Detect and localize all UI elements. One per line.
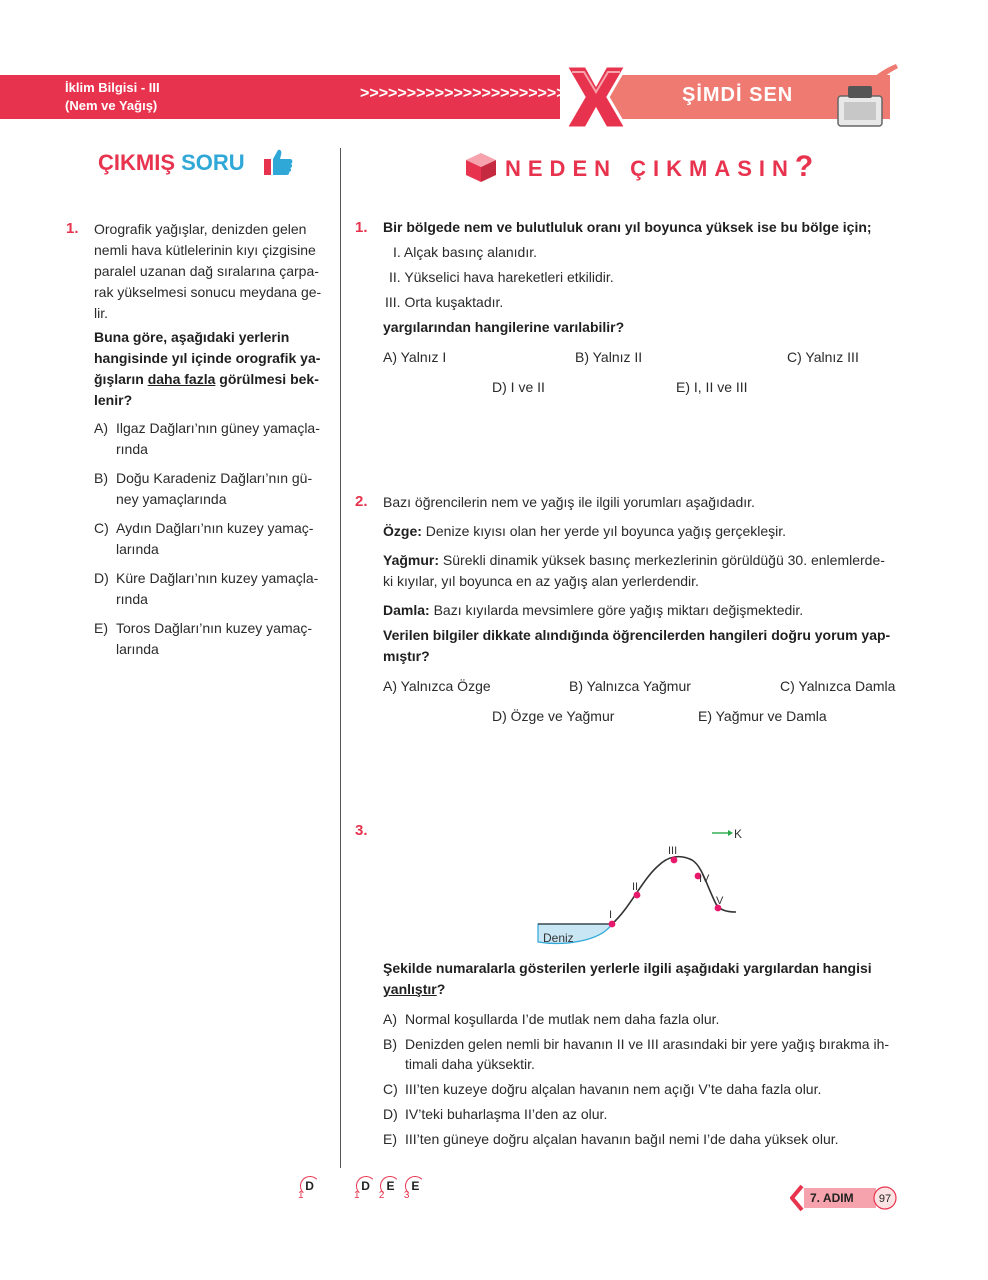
- label-v: V: [716, 895, 724, 907]
- option-key: C): [383, 1081, 398, 1097]
- right-q2-yagmur: [383, 550, 885, 592]
- option-key: A): [383, 1011, 397, 1027]
- left-q1-line: lir.: [94, 305, 108, 321]
- option-text: Denizden gelen nemli bir havanın II ve III arasındaki bir yere yağış bırakma ih-: [405, 1036, 890, 1052]
- left-q1-option-c[interactable]: [94, 518, 314, 557]
- right-q1-option-e[interactable]: E) I, II ve III: [676, 379, 748, 395]
- option-text: Aydın Dağları’nın kuzey yamaç-: [116, 520, 314, 536]
- right-q1-option-a[interactable]: A) Yalnız I: [383, 349, 447, 365]
- ask-line: Şekilde numaralarla gösterilen yerlerle ilgili aşağıdaki yargılardan hangisi: [383, 960, 872, 976]
- left-q1-line: Orografik yağışlar, denizden gelen: [94, 221, 307, 237]
- left-q1-option-e[interactable]: [94, 618, 313, 657]
- right-q3-option-b[interactable]: [383, 1034, 890, 1072]
- cikmis-soru-heading: [98, 150, 245, 176]
- option-text: III’ten kuzeye doğru alçalan havanın nem açığı V’te daha fazla olur.: [405, 1081, 822, 1097]
- inkpot-quill-icon: [826, 62, 900, 132]
- right-q2-ozge: [383, 521, 786, 542]
- roman-numeral: III.: [385, 294, 401, 310]
- box-icon: [462, 150, 500, 184]
- north-label: K: [734, 827, 743, 841]
- bold-fragment: görülmesi bek-: [215, 371, 319, 387]
- topic-line-1: İklim Bilgisi - III: [65, 80, 160, 95]
- option-text: larında: [116, 541, 159, 557]
- left-q1-line: paralel uzanan dağ sıralarına çarpa-: [94, 263, 319, 279]
- bold-fragment: ğışların: [94, 371, 148, 387]
- right-q3-option-d[interactable]: [383, 1104, 608, 1124]
- right-q3-option-c[interactable]: [383, 1079, 822, 1099]
- option-text: rında: [116, 441, 148, 457]
- right-q1-option-b[interactable]: B) Yalnız II: [575, 349, 643, 365]
- section-title: ŞİMDİ SEN: [682, 84, 794, 106]
- right-q1-item-1: [393, 242, 537, 263]
- step-label: 7. ADIM: [810, 1191, 854, 1205]
- option-key: E): [383, 1131, 397, 1147]
- right-q3-number: 3.: [355, 822, 368, 839]
- option-text: IV’teki buharlaşma II’den az olur.: [405, 1106, 608, 1122]
- option-key: D): [383, 1106, 398, 1122]
- answer-number: 1: [354, 1190, 360, 1201]
- right-q2-number: 2.: [355, 493, 368, 510]
- option-text: III’ten güneye doğru alçalan havanın bağıl nemi I’de daha yüksek olur.: [405, 1131, 839, 1147]
- point-i: [609, 921, 616, 928]
- student-comment: Denize kıyısı olan her yerde yıl boyunca yağış gerçekleşir.: [421, 523, 787, 539]
- student-comment: ki kıyılar, yıl boyunca en az yağış alan yerlerdendir.: [383, 573, 699, 589]
- left-q1-bold-line: lenir?: [94, 392, 133, 408]
- ask-line: Verilen bilgiler dikkate alındığında öğrencilerden hangileri doğru yorum yap-: [383, 627, 891, 643]
- student-comment: Bazı kıyılarda mevsimlere göre yağış miktarı değişmektedir.: [429, 602, 804, 618]
- topic-title: [65, 79, 160, 115]
- column-divider: [340, 148, 341, 1168]
- answer-letter: E: [380, 1176, 400, 1196]
- answer-letter: D: [300, 1176, 320, 1196]
- underlined-fragment: daha fazla: [147, 371, 216, 387]
- option-text: Normal koşullarda I’de mutlak nem daha fazla olur.: [405, 1011, 720, 1027]
- option-text: Küre Dağları’nın kuzey yamaçla-: [116, 570, 319, 586]
- right-q2-option-e[interactable]: E) Yağmur ve Damla: [698, 708, 827, 724]
- student-name: Yağmur:: [383, 552, 440, 568]
- label-i: I: [609, 909, 613, 921]
- neden-cikmasin-text: NEDEN ÇIKMASIN: [505, 156, 795, 181]
- left-q1-question: [94, 327, 326, 411]
- right-answer-key: [354, 1176, 425, 1201]
- right-q2-damla: [383, 600, 803, 621]
- option-key: C): [94, 520, 109, 536]
- roman-numeral: II.: [389, 269, 401, 285]
- left-q1-option-a[interactable]: [94, 418, 320, 457]
- right-q1-ask: yargılarından hangilerine varılabilir?: [383, 319, 625, 335]
- north-arrow-icon: [728, 830, 733, 836]
- option-key: D): [94, 570, 109, 586]
- right-q2-option-a[interactable]: A) Yalnızca Özge: [383, 678, 491, 694]
- right-q2-option-d[interactable]: D) Özge ve Yağmur: [492, 708, 615, 724]
- step-badge: [790, 1184, 900, 1212]
- student-name: Damla:: [383, 602, 430, 618]
- item-text: Orta kuşaktadır.: [404, 294, 504, 310]
- right-q1-option-d[interactable]: D) I ve II: [492, 379, 545, 395]
- option-text: ney yamaçlarında: [116, 491, 227, 507]
- left-q1-bold-line: Buna göre, aşağıdaki yerlerin: [94, 329, 290, 345]
- ask-line: [383, 979, 872, 1000]
- underlined-fragment: yanlıştır: [383, 981, 437, 997]
- thumbs-up-icon: [262, 147, 294, 177]
- item-text: Alçak basınç alanıdır.: [403, 244, 537, 260]
- ask-fragment: ?: [436, 981, 446, 997]
- cikmis-word: ÇIKMIŞ: [98, 150, 175, 175]
- label-iv: IV: [699, 873, 710, 885]
- right-q1-stem: Bir bölgede nem ve bulutluluk oranı yıl boyunca yüksek ise bu bölge için;: [383, 219, 872, 235]
- left-q1-stem: [94, 219, 326, 324]
- option-text: larında: [116, 641, 159, 657]
- question-mark: ?: [794, 150, 814, 183]
- label-ii: II: [632, 881, 639, 893]
- topic-line-2: (Nem ve Yağış): [65, 98, 158, 113]
- option-text: Doğu Karadeniz Dağları’nın gü-: [116, 470, 313, 486]
- right-q1-option-c[interactable]: C) Yalnız III: [787, 349, 859, 365]
- answer-letter: D: [356, 1176, 376, 1196]
- left-q1-line: rak yükselmesi sonucu meydana ge-: [94, 284, 322, 300]
- student-comment: Sürekli dinamik yüksek basınç merkezlerinin görüldüğü 30. enlemlerde-: [439, 552, 885, 568]
- student-name: Özge:: [383, 523, 422, 539]
- roman-numeral: I.: [393, 244, 401, 260]
- right-q2-intro: Bazı öğrencilerin nem ve yağış ile ilgili yorumları aşağıdadır.: [383, 494, 755, 510]
- left-q1-option-b[interactable]: [94, 468, 313, 507]
- right-q3-option-e[interactable]: [383, 1129, 839, 1149]
- right-q3-option-a[interactable]: [383, 1009, 720, 1029]
- answer-number: 2: [378, 1190, 385, 1201]
- mountain-profile: [612, 857, 736, 924]
- header-x-icon: [560, 62, 632, 132]
- left-q1-option-d[interactable]: [94, 568, 319, 607]
- ask-line: mıştır?: [383, 648, 430, 664]
- mountain-figure: [530, 820, 750, 955]
- right-q1-number: 1.: [355, 219, 368, 236]
- option-text: Toros Dağları’nın kuzey yamaç-: [116, 620, 313, 636]
- left-answer-key: [298, 1176, 320, 1201]
- neden-cikmasin-heading: [505, 150, 813, 184]
- option-key: B): [383, 1036, 397, 1052]
- left-q1-bold-line: [94, 369, 326, 390]
- step-chevron-icon: [792, 1186, 802, 1210]
- left-q1-bold-line: hangisinde yıl içinde orografik ya-: [94, 350, 321, 366]
- answer-number: 1: [298, 1190, 304, 1201]
- option-text: Ilgaz Dağları’nın güney yamaçla-: [116, 420, 320, 436]
- page-number: 97: [878, 1193, 892, 1205]
- point-iii: [671, 857, 678, 864]
- right-q2-option-b[interactable]: B) Yalnızca Yağmur: [569, 678, 691, 694]
- option-key: E): [94, 620, 108, 636]
- left-q1-number: 1.: [66, 220, 79, 237]
- label-iii: III: [668, 845, 678, 857]
- right-q3-ask: [383, 958, 872, 1000]
- soru-word: SORU: [181, 150, 245, 175]
- right-q1-item-3: [385, 292, 503, 313]
- sea-label: Deniz: [543, 931, 574, 945]
- answer-letter: E: [405, 1176, 425, 1196]
- answer-number: 3: [403, 1190, 410, 1201]
- right-q2-ask: [383, 625, 890, 667]
- item-text: Yükselici hava hareketleri etkilidir.: [404, 269, 614, 285]
- right-q2-option-c[interactable]: C) Yalnızca Damla: [780, 678, 896, 694]
- option-text: timali daha yüksektir.: [405, 1056, 535, 1072]
- option-key: B): [94, 470, 108, 486]
- right-q1-item-2: [389, 267, 614, 288]
- left-q1-line: nemli hava kütlelerinin kıyı çizgisine: [94, 242, 316, 258]
- option-text: rında: [116, 591, 148, 607]
- header-arrows: >>>>>>>>>>>>>>>>>>>>>>: [360, 85, 566, 102]
- option-key: A): [94, 420, 108, 436]
